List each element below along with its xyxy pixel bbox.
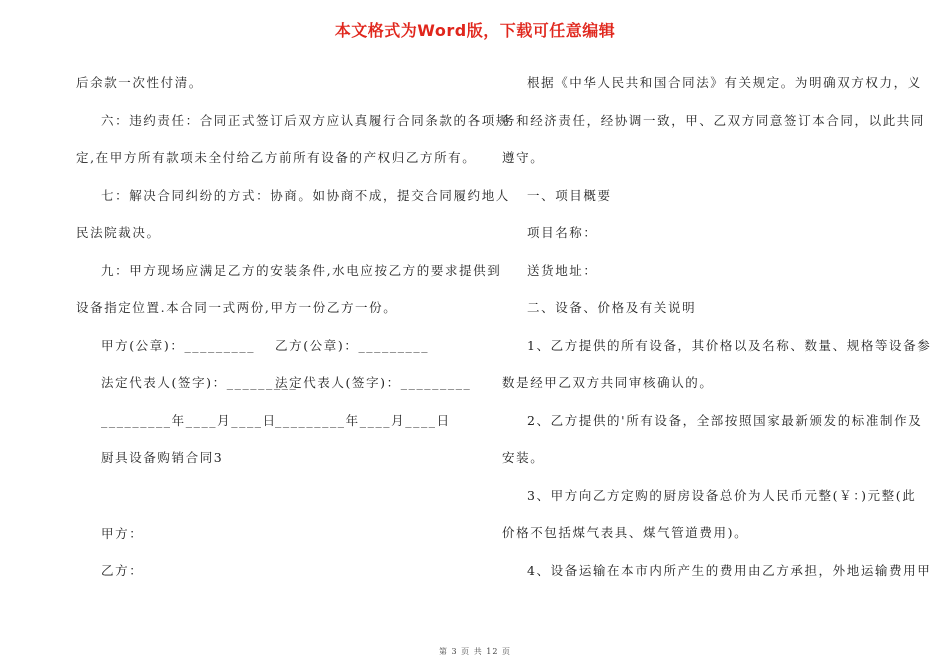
paragraph-line: 设备指定位置.本合同一式两份,甲方一份乙方一份。 (76, 300, 398, 315)
party-a-seal: 甲方(公章)：_________ (101, 337, 256, 353)
signature-row-representative (76, 364, 471, 402)
right-column (502, 64, 932, 589)
party-b-label: 乙方： (101, 563, 144, 578)
left-column (76, 64, 510, 590)
party-b-date: _________年____月____日 (275, 412, 451, 428)
paragraph-line: 3、甲方向乙方定购的厨房设备总价为人民币元整(￥：)元整(此 (527, 487, 917, 503)
paragraph-line: 九：甲方现场应满足乙方的安装条件,水电应按乙方的要求提供到 (101, 262, 502, 278)
paragraph-line: 后余款一次性付清。 (76, 75, 203, 90)
paragraph-line: 数是经甲乙双方共同审核确认的。 (502, 375, 714, 390)
paragraph-line: 安装。 (502, 450, 545, 465)
signature-row-date (76, 402, 471, 440)
party-a-date: _________年____月____日 (101, 412, 277, 428)
paragraph-line: 务和经济责任，经协调一致，甲、乙双方同意签订本合同，以此共同 (502, 112, 926, 128)
party-b-representative: 法定代表人(签字)：_________ (275, 375, 472, 390)
paragraph-line: 遵守。 (502, 150, 545, 165)
section-heading: 一、项目概要 (527, 187, 612, 203)
contract-title: 厨具设备购销合同3 (101, 450, 224, 465)
paragraph-line: 项目名称： (527, 225, 598, 240)
paragraph-line: 价格不包括煤气表具、煤气管道费用)。 (502, 525, 749, 540)
paragraph-line: 1、乙方提供的所有设备，其价格以及名称、数量、规格等设备参 (527, 337, 932, 353)
paragraph-line: 2、乙方提供的'所有设备，全部按照国家最新颁发的标准制作及 (527, 412, 923, 428)
section-heading: 二、设备、价格及有关说明 (527, 300, 697, 315)
signature-row-seal (76, 327, 471, 365)
paragraph-line: 4、设备运输在本市内所产生的费用由乙方承担，外地运输费用甲 (527, 562, 932, 578)
party-b-seal: 乙方(公章)：_________ (275, 337, 430, 353)
party-a-label: 甲方： (101, 525, 144, 541)
paragraph-line: 定,在甲方所有款项未全付给乙方前所有设备的产权归乙方所有。 (76, 150, 477, 165)
paragraph-line: 七：解决合同纠纷的方式：协商。如协商不成，提交合同履约地人 (101, 187, 510, 203)
document-banner: 本文格式为Word版，下载可任意编辑 (334, 21, 616, 40)
page-number: 第 3 页 共 12 页 (439, 647, 511, 656)
party-a-representative: 法定代表人(签字)：_________ (101, 375, 298, 390)
paragraph-line: 民法院裁决。 (76, 225, 161, 240)
paragraph-line: 六：违约责任：合同正式签订后双方应认真履行合同条款的各项规 (101, 112, 510, 128)
paragraph-line: 根据《中华人民共和国合同法》有关规定。为明确双方权力，义 (527, 75, 922, 90)
paragraph-line: 送货地址： (527, 262, 598, 278)
